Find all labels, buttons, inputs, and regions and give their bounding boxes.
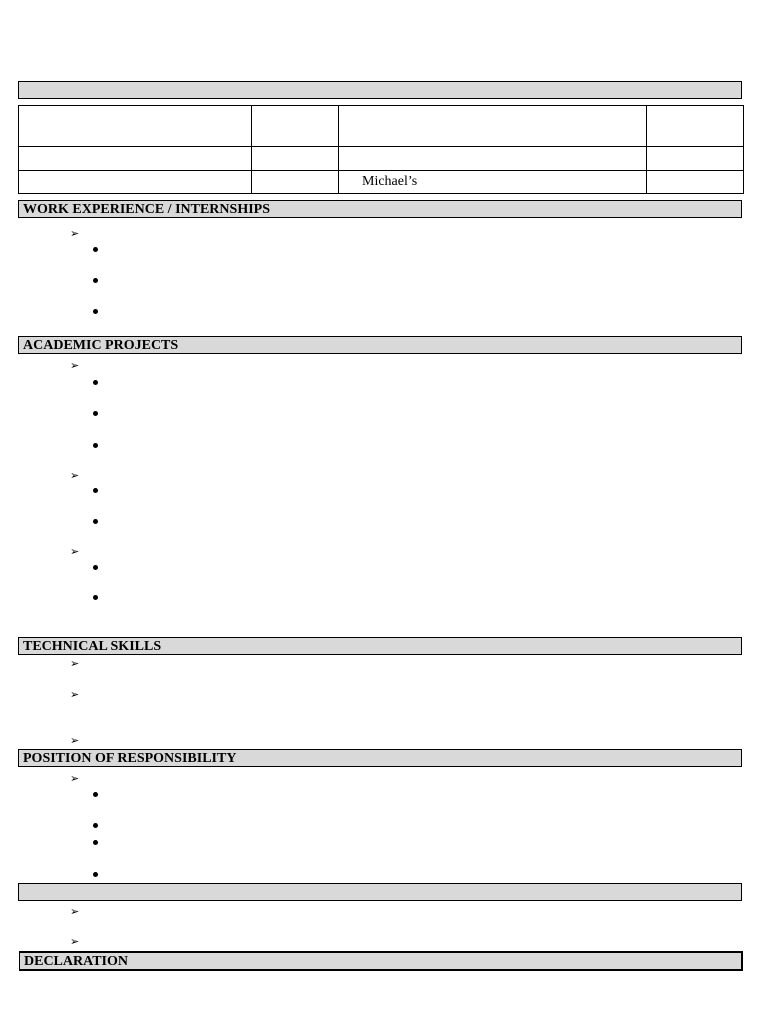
education-table bbox=[18, 105, 744, 194]
arrowhead-bullet-icon: ➢ bbox=[70, 360, 80, 372]
round-bullet-icon bbox=[93, 823, 98, 828]
table-row bbox=[19, 106, 744, 147]
section-header-extra bbox=[18, 883, 742, 901]
round-bullet-icon bbox=[93, 247, 98, 252]
arrowhead-bullet-icon: ➢ bbox=[70, 936, 80, 948]
table-cell bbox=[19, 147, 252, 171]
arrowhead-bullet-icon: ➢ bbox=[70, 906, 80, 918]
table-cell bbox=[647, 171, 744, 194]
round-bullet-icon bbox=[93, 411, 98, 416]
section-header-technical-skills bbox=[18, 637, 742, 655]
section-header-top bbox=[18, 81, 742, 99]
section-header-work-experience bbox=[18, 200, 742, 218]
round-bullet-icon bbox=[93, 872, 98, 877]
arrowhead-bullet-icon: ➢ bbox=[70, 735, 80, 747]
table-cell bbox=[252, 171, 339, 194]
arrowhead-bullet-icon: ➢ bbox=[70, 689, 80, 701]
round-bullet-icon bbox=[93, 309, 98, 314]
section-title: ACADEMIC PROJECTS bbox=[23, 338, 179, 353]
table-cell bbox=[252, 147, 339, 171]
round-bullet-icon bbox=[93, 792, 98, 797]
arrowhead-bullet-icon: ➢ bbox=[70, 773, 80, 785]
table-cell bbox=[339, 147, 647, 171]
round-bullet-icon bbox=[93, 278, 98, 283]
arrowhead-bullet-icon: ➢ bbox=[70, 658, 80, 670]
table-cell bbox=[252, 106, 339, 147]
round-bullet-icon bbox=[93, 595, 98, 600]
section-title: WORK EXPERIENCE / INTERNSHIPS bbox=[23, 202, 270, 217]
section-header-academic-projects bbox=[18, 336, 742, 354]
round-bullet-icon bbox=[93, 519, 98, 524]
table-row bbox=[19, 147, 744, 171]
table-cell bbox=[339, 106, 647, 147]
table-cell bbox=[19, 171, 252, 194]
round-bullet-icon bbox=[93, 443, 98, 448]
section-title: POSITION OF RESPONSIBILITY bbox=[23, 751, 237, 766]
section-header-declaration bbox=[19, 951, 743, 971]
table-cell: Michael’s bbox=[339, 171, 647, 194]
section-title: TECHNICAL SKILLS bbox=[23, 639, 162, 654]
arrowhead-bullet-icon: ➢ bbox=[70, 228, 80, 240]
arrowhead-bullet-icon: ➢ bbox=[70, 546, 80, 558]
round-bullet-icon bbox=[93, 488, 98, 493]
table-cell bbox=[647, 106, 744, 147]
table-cell bbox=[647, 147, 744, 171]
round-bullet-icon bbox=[93, 380, 98, 385]
arrowhead-bullet-icon: ➢ bbox=[70, 470, 80, 482]
section-title: DECLARATION bbox=[24, 954, 128, 969]
round-bullet-icon bbox=[93, 840, 98, 845]
section-header-position-of-responsibility bbox=[18, 749, 742, 767]
table-row bbox=[19, 171, 744, 194]
round-bullet-icon bbox=[93, 565, 98, 570]
table-cell bbox=[19, 106, 252, 147]
